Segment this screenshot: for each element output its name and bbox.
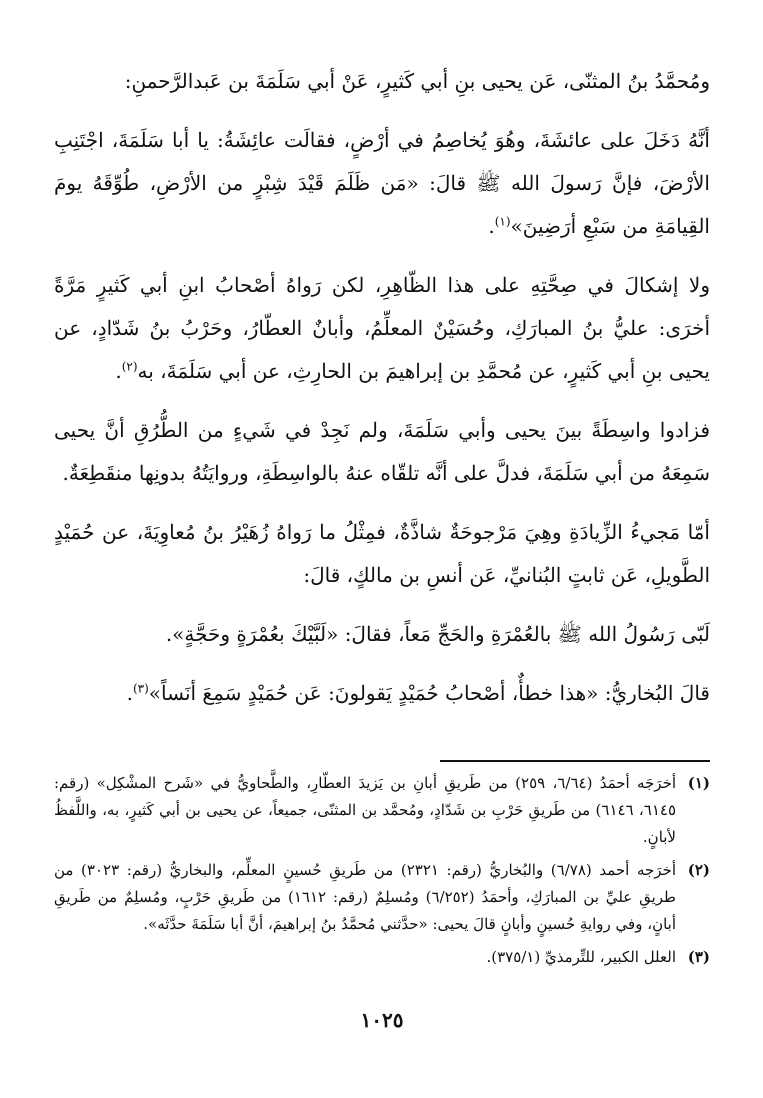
footnote-ref-2[interactable]: (٢) — [121, 359, 138, 374]
footnote-2-number: (٢) — [687, 861, 710, 879]
paragraph-1-text: ومُحمَّدُ بنُ المثنّى، عَن يحيى بنِ أبي كَثيرٍ، عَنْ أبي سَلَمَةَ بن عَبدالرَّحمنِ: — [124, 69, 710, 93]
paragraph-3-text: ولا إشكالَ في صِحَّتِهِ على هذا الظّاهِرِ، لكن رَواهُ أصْحابُ ابنِ أبي كَثيرٍ مَرَّةً أخرَى: عليُّ بنُ المبارَكِ، وحُسَيْنٌ المعلِّمُ، وأبانٌ العطّارُ، وحَرْبُ بنُ شَدّادٍ، عن يحيى بنِ أبي كَثيرٍ، عن مُحمَّدِ بن إبراهيمَ بن الحارِثِ، عن أبي سَلَمَةَ، به — [54, 273, 710, 383]
footnote-2 — [54, 857, 710, 938]
paragraph-7-end: . — [126, 681, 133, 705]
paragraph-6 — [54, 613, 710, 656]
paragraph-6-text: لَبّى رَسُولُ الله ﷺ بالعُمْرَةِ والحَجِّ مَعاً، فقالَ: «لَبَّيْكَ بعُمْرَةٍ وحَجَّةٍ». — [165, 622, 710, 646]
paragraph-2-end: . — [488, 214, 495, 238]
paragraph-2 — [54, 119, 710, 248]
footnote-1-number: (١) — [687, 774, 710, 792]
footnote-3-text: العلل الكبير، للتِّرمذيِّ (٣٧٥/١). — [486, 948, 676, 966]
page-number: ١٠٢٥ — [360, 1008, 404, 1032]
footnote-3 — [54, 944, 710, 971]
paragraph-3 — [54, 264, 710, 393]
footnotes — [54, 770, 710, 977]
paragraph-7-text: قالَ البُخاريُّ: «هذا خطأٌ، أصْحابُ حُمَيْدٍ يَقولونَ: عَن حُمَيْدٍ سَمِعَ أنَساً» — [148, 681, 710, 705]
paragraph-5 — [54, 511, 710, 597]
paragraph-5-text: أمّا مَجيءُ الزِّيادَةِ وهِيَ مَرْجوحَةٌ شاذَّةٌ، فمِثْلُ ما رَواهُ زُهَيْرُ بنُ مُعاوِيَةَ، عن حُمَيْدٍ الطَّويلِ، عَن ثابتٍ البُنانيِّ، عَن أنسِ بن مالكٍ، قالَ: — [54, 520, 710, 587]
paragraph-3-end: . — [115, 359, 122, 383]
book-page — [54, 60, 711, 1032]
footnote-2-text: أخرَجه أحمد (٦/٧٨) والبُخاريُّ (رقم: ٢٣٢١) من طَريقِ حُسينٍ المعلِّم، والبخاريُّ (رقم: ٣٠٢٣) من طريقِ عليِّ بن المبارَكِ، وأحمَدُ (٦/٢٥٢) ومُسلِمٌ (رقم: ١٦١٢) من طَريقِ حَرْبٍ، ومُسلِمٌ من طَريقِ أبانٍ، وفي روايةِ حُسينٍ وأبانٍ قالَ يحيى: «حدَّثني مُحمَّدُ بنُ إبراهيمَ، أنَّ أبا سَلَمَةَ حدَّثَه». — [54, 861, 676, 933]
paragraph-1 — [54, 60, 710, 103]
footnote-1-text: أخرَجَه أحمَدُ (٦/٦٤، ٢٥٩) من طَريقِ أبانِ بن يَزيدَ العطّارِ، والطَّحاويُّ في «شَرح المشْكِل» (رقم: ٦١٤٥، ٦١٤٦) من طَريقِ حَرْبِ بن شَدّادٍ، ومُحمَّد بن المثنّى، جميعاً، عن يحيى بن أبي كَثيرٍ، به، واللَّفظُ لأبانٍ. — [54, 774, 677, 846]
paragraph-7 — [54, 672, 710, 715]
footnote-ref-3[interactable]: (٣) — [132, 681, 149, 696]
footnote-1 — [54, 770, 710, 851]
footnote-separator — [440, 760, 710, 762]
footnote-ref-1[interactable]: (١) — [494, 214, 511, 229]
paragraph-2-text: أنَّهُ دَخَلَ على عائشَةَ، وهُوَ يُخاصِمُ في أرْضٍ، فقالَت عائِشَةُ: يا أبا سَلَمَةَ، اجْتَنِبِ الأرْضَ، فإنَّ رَسولَ الله ﷺ قالَ: «مَن ظَلَمَ قَيْدَ شِبْرٍ من الأرْضِ، طُوِّقَهُ يومَ القِيامَةِ من سَبْعِ أرَضِينَ» — [54, 128, 710, 238]
paragraph-4 — [54, 409, 710, 495]
paragraph-4-text: فزادوا واسِطَةً بينَ يحيى وأبي سَلَمَةَ، ولم نَجِدْ في شَيءٍ من الطُّرُقِ أنَّ يحيى سَمِعَهُ من أبي سَلَمَةَ، فدلَّ على أنَّه تلقّاه عنهُ بالواسِطَةِ، وروايَتُهُ بدونِها منقَطِعَةٌ. — [54, 418, 711, 485]
footnote-3-number: (٣) — [687, 948, 710, 966]
